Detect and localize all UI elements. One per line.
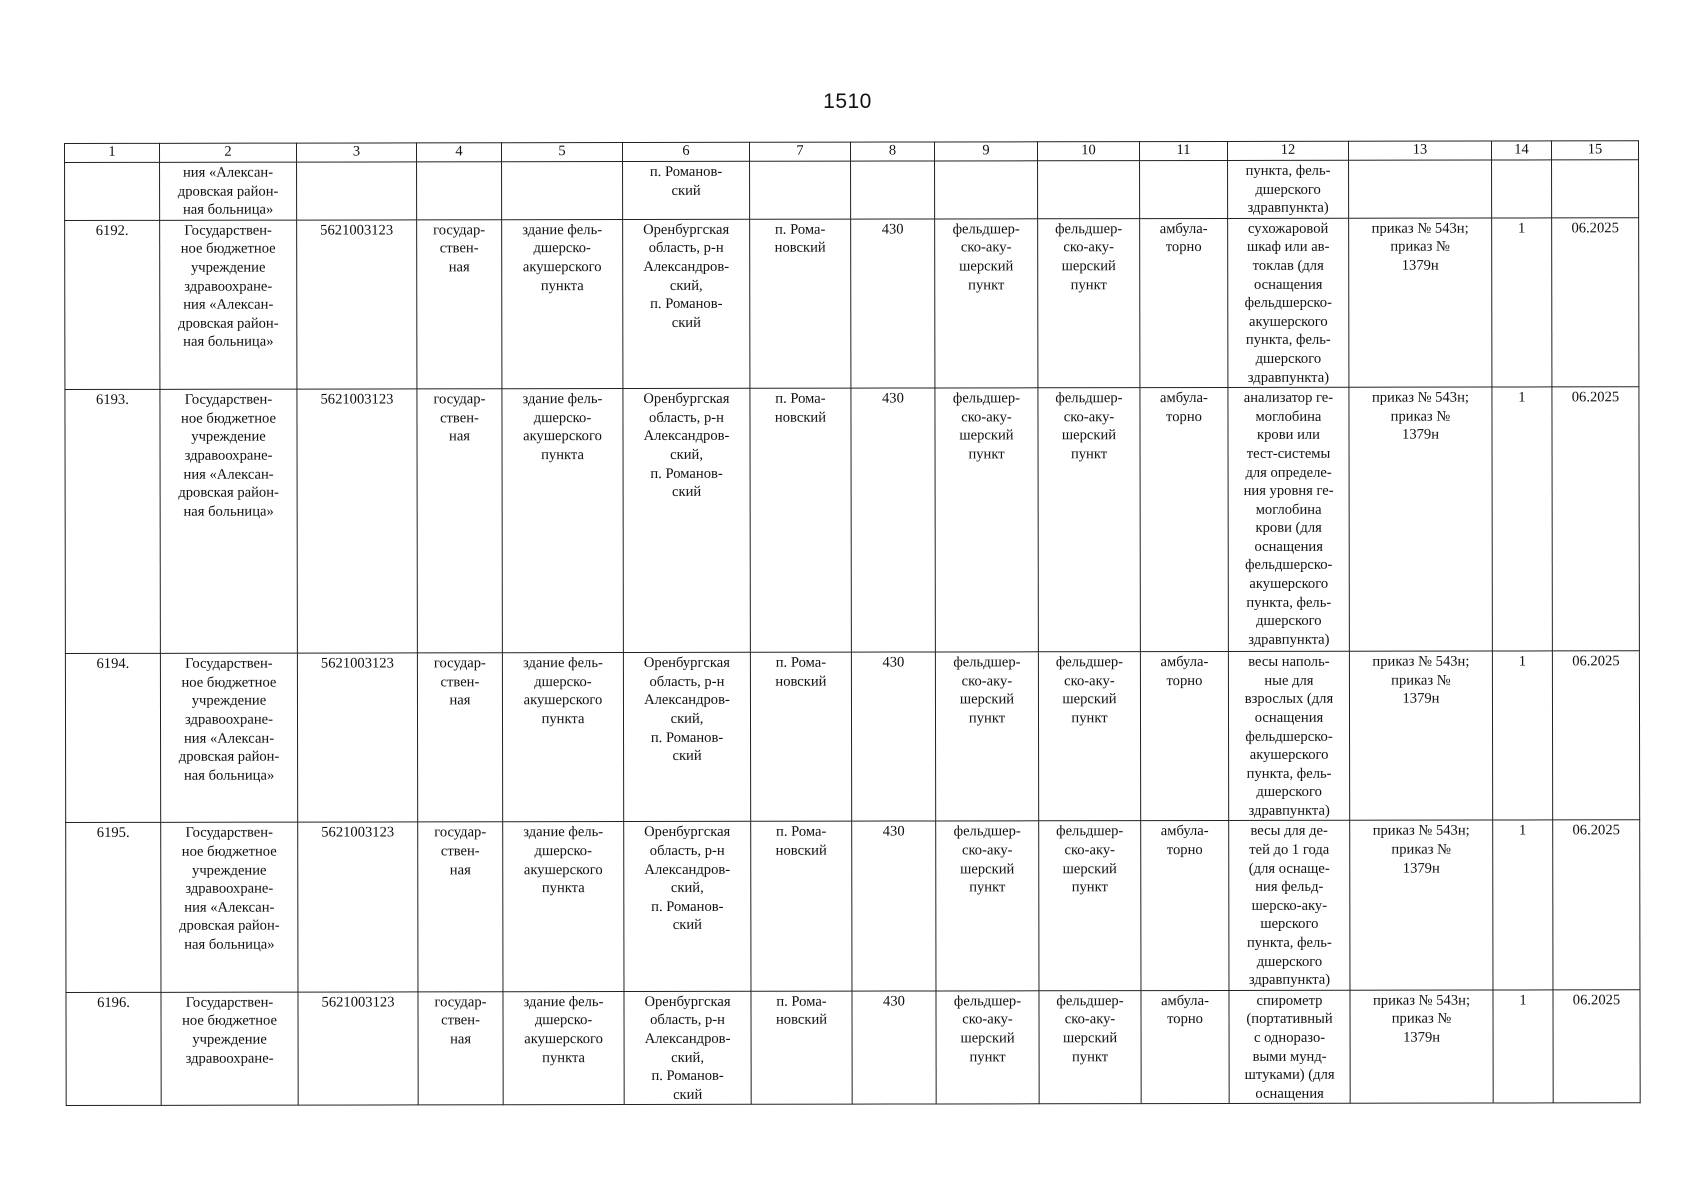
cell-number: 6194.: [65, 653, 160, 823]
cell-quantity: [1492, 160, 1552, 218]
cell-address: Оренбургская область, р-н Александров- ский, п. Романов- ский: [623, 388, 750, 652]
cell-unit-profile: фельдшер- ско-аку- шерский пункт: [1038, 652, 1140, 822]
column-header: 8: [850, 142, 934, 161]
cell-ownership: государ- ствен- ная: [417, 220, 502, 389]
cell-ownership: государ- ствен- ная: [417, 653, 502, 822]
cell-unit-type: фельдшер- ско-аку- шерский пункт: [936, 991, 1039, 1105]
column-header: 13: [1348, 141, 1491, 160]
registry-table: [64, 140, 1641, 1106]
cell-date: 06.2025: [1553, 820, 1640, 989]
cell-ownership: государ- ствен- ная: [417, 389, 502, 653]
cell-settlement: [750, 161, 851, 219]
column-header: 2: [160, 143, 297, 162]
cell-order: приказ № 543н; приказ № 1379н: [1349, 387, 1492, 651]
cell-inn: 5621003123: [297, 220, 417, 390]
cell-care-conditions: амбула- торно: [1141, 990, 1229, 1104]
cell-unit-profile: фельдшер- ско-аку- шерский пункт: [1039, 990, 1141, 1104]
cell-unit-type: фельдшер- ско-аку- шерский пункт: [935, 388, 1038, 652]
cell-order: [1349, 160, 1492, 218]
cell-date: 06.2025: [1552, 651, 1639, 820]
column-header: 10: [1037, 142, 1139, 161]
cell-unit-type: фельдшер- ско-аку- шерский пункт: [935, 219, 1038, 389]
column-header: 9: [934, 142, 1037, 161]
cell-building: [502, 162, 623, 220]
cell-population: [851, 161, 935, 219]
cell-address: п. Романов- ский: [623, 161, 750, 219]
cell-care-conditions: [1140, 160, 1228, 218]
cell-inn: 5621003123: [297, 389, 417, 653]
table-row: [66, 990, 1640, 1106]
cell-settlement: п. Рома- новский: [751, 991, 852, 1105]
cell-number: 6193.: [65, 389, 160, 653]
cell-quantity: 1: [1492, 387, 1552, 651]
cell-care-conditions: амбула- торно: [1140, 388, 1228, 652]
column-header: 14: [1491, 141, 1551, 160]
cell-quantity: 1: [1492, 218, 1552, 387]
cell-inn: 5621003123: [298, 992, 418, 1106]
table-row: [66, 820, 1640, 992]
cell-ownership: государ- ствен- ная: [418, 822, 503, 991]
column-header: 12: [1227, 141, 1348, 160]
cell-unit-type: [935, 161, 1038, 219]
column-header: 5: [502, 143, 623, 162]
cell-equipment: спирометр (портативный с одноразо- выми мунд- штуками) (для оснащения: [1229, 990, 1350, 1104]
cell-order: приказ № 543н; приказ № 1379н: [1349, 651, 1492, 821]
table-row: [65, 387, 1639, 654]
cell-number: 6192.: [65, 220, 160, 390]
column-header: 15: [1551, 141, 1638, 160]
cell-quantity: 1: [1493, 820, 1553, 989]
cell-equipment: весы для де- тей до 1 года (для оснаще- ния фельд- шерско-аку- шерского пункта, фель- дшерского здравпункта): [1229, 821, 1350, 991]
cell-building: здание фель- дшерско- акушерского пункта: [503, 991, 624, 1105]
cell-unit-type: фельдшер- ско-аку- шерский пункт: [935, 652, 1038, 822]
cell-order: приказ № 543н; приказ № 1379н: [1350, 820, 1493, 990]
cell-inn: [297, 162, 417, 220]
column-header: 7: [749, 142, 850, 161]
cell-ownership: государ- ствен- ная: [418, 992, 503, 1106]
cell-date: [1552, 160, 1639, 218]
page-number: 1510: [823, 90, 872, 113]
cell-care-conditions: амбула- торно: [1140, 218, 1228, 387]
cell-address: Оренбургская область, р-н Александров- ский, п. Романов- ский: [624, 822, 751, 992]
table-row-continuation: [65, 160, 1639, 221]
cell-building: здание фель- дшерско- акушерского пункта: [503, 822, 624, 992]
cell-ownership: [417, 162, 502, 220]
cell-population: 430: [851, 652, 935, 821]
cell-settlement: п. Рома- новский: [750, 219, 851, 389]
cell-order: приказ № 543н; приказ № 1379н: [1350, 990, 1493, 1104]
cell-date: 06.2025: [1553, 990, 1640, 1104]
cell-equipment: пункта, фель- дшерского здравпункта): [1228, 160, 1349, 218]
column-header: 6: [623, 142, 750, 161]
cell-population: 430: [851, 388, 935, 652]
table-row: [65, 651, 1639, 823]
cell-unit-type: фельдшер- ско-аку- шерский пункт: [936, 821, 1039, 991]
cell-organization: Государствен- ное бюджетное учреждение здравоохране- ния «Алексан- дровская район- ная больница»: [160, 389, 297, 653]
cell-inn: 5621003123: [297, 653, 417, 823]
column-header: 3: [297, 143, 417, 162]
cell-settlement: п. Рома- новский: [750, 652, 851, 822]
cell-date: 06.2025: [1552, 218, 1639, 387]
cell-address: Оренбургская область, р-н Александров- ский, п. Романов- ский: [624, 991, 751, 1105]
cell-number: 6195.: [66, 823, 161, 993]
cell-number: 6196.: [66, 992, 161, 1106]
cell-unit-profile: фельдшер- ско-аку- шерский пункт: [1038, 388, 1140, 652]
cell-address: Оренбургская область, р-н Александров- ский, п. Романов- ский: [623, 219, 750, 389]
cell-settlement: п. Рома- новский: [751, 822, 852, 992]
cell-quantity: 1: [1492, 651, 1552, 820]
cell-number: [65, 162, 160, 220]
cell-care-conditions: амбула- торно: [1140, 652, 1228, 821]
cell-order: приказ № 543н; приказ № 1379н: [1349, 218, 1492, 388]
column-header: 1: [65, 143, 160, 162]
column-header: 11: [1139, 141, 1227, 160]
cell-population: 430: [852, 821, 936, 990]
cell-organization: Государствен- ное бюджетное учреждение здравоохране- ния «Алексан- дровская район- ная больница»: [160, 653, 297, 823]
cell-building: здание фель- дшерско- акушерского пункта: [502, 219, 623, 389]
cell-organization: Государствен- ное бюджетное учреждение здравоохране- ния «Алексан- дровская район- ная больница»: [161, 823, 298, 993]
cell-unit-profile: [1038, 161, 1140, 219]
cell-organization: Государствен- ное бюджетное учреждение здравоохране- ния «Алексан- дровская район- ная больница»: [160, 220, 297, 390]
cell-unit-profile: фельдшер- ско-аку- шерский пункт: [1038, 218, 1140, 388]
cell-organization: Государствен- ное бюджетное учреждение здравоохране-: [161, 992, 298, 1106]
cell-equipment: весы наполь- ные для взрослых (для оснащения фельдшерско- акушерского пункта, фель- дшерского здравпункта): [1228, 651, 1349, 821]
cell-unit-profile: фельдшер- ско-аку- шерский пункт: [1039, 821, 1141, 991]
cell-address: Оренбургская область, р-н Александров- ский, п. Романов- ский: [623, 652, 750, 822]
table-row: [65, 218, 1639, 390]
cell-settlement: п. Рома- новский: [750, 388, 851, 652]
cell-date: 06.2025: [1552, 387, 1639, 651]
cell-equipment: сухожаровой шкаф или ав- токлав (для оснащения фельдшерско- акушерского пункта, фель- дшерского здравпункта): [1228, 218, 1349, 388]
cell-building: здание фель- дшерско- акушерского пункта: [502, 389, 623, 653]
cell-care-conditions: амбула- торно: [1141, 821, 1229, 990]
column-header: 4: [417, 143, 502, 162]
cell-organization: ния «Алексан- дровская район- ная больница»: [160, 162, 297, 220]
cell-population: 430: [852, 991, 936, 1105]
cell-inn: 5621003123: [298, 822, 418, 992]
cell-equipment: анализатор ге- моглобина крови или тест-системы для определе- ния уровня ге- моглобина крови (для оснащения фельдшерско- акушерского пункта, фель- дшерского здравпункта): [1228, 387, 1349, 651]
cell-population: 430: [851, 219, 935, 388]
cell-quantity: 1: [1493, 990, 1553, 1104]
cell-building: здание фель- дшерско- акушерского пункта: [502, 653, 623, 823]
